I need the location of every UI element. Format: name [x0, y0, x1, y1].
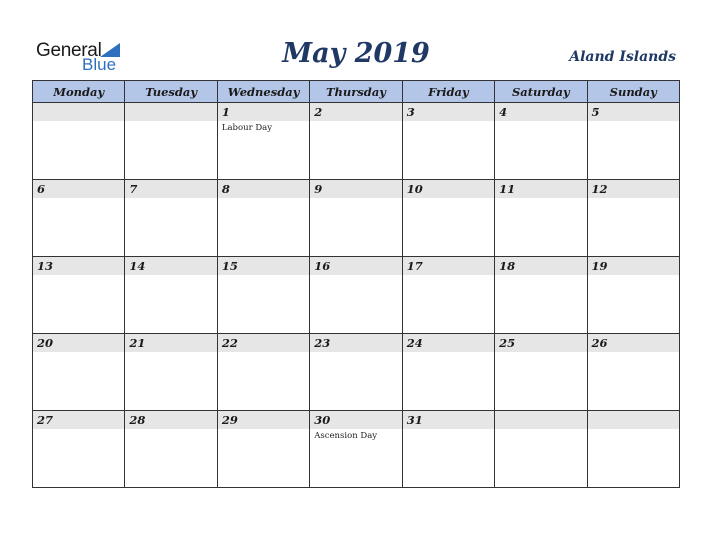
- day-band: [125, 180, 216, 198]
- day-band: [310, 103, 401, 121]
- day-band: [403, 411, 494, 429]
- day-band: [588, 180, 679, 198]
- week-row: [33, 180, 680, 257]
- day-cell: [217, 334, 309, 411]
- day-number: 2: [314, 105, 323, 119]
- day-cell: [402, 103, 494, 180]
- day-cell: [125, 103, 217, 180]
- day-band: [218, 103, 309, 121]
- day-band: [218, 180, 309, 198]
- weekday-header: Thursday: [310, 81, 402, 103]
- weekday-header: Wednesday: [217, 81, 309, 103]
- day-number: 22: [221, 336, 238, 350]
- day-band: [495, 103, 586, 121]
- day-band: [588, 334, 679, 352]
- day-cell: [402, 180, 494, 257]
- day-cell: [125, 334, 217, 411]
- day-band: [310, 411, 401, 429]
- day-cell: [33, 180, 125, 257]
- day-cell: [495, 334, 587, 411]
- day-cell: [310, 103, 402, 180]
- day-number: 11: [499, 182, 516, 196]
- day-number: 9: [314, 182, 323, 196]
- day-band: [33, 411, 124, 429]
- day-cell: [310, 257, 402, 334]
- day-number: 7: [129, 182, 138, 196]
- day-cell: [495, 411, 587, 488]
- day-cell: [125, 411, 217, 488]
- day-cell: [587, 103, 679, 180]
- day-number: 27: [37, 413, 54, 427]
- day-number: 16: [314, 259, 331, 273]
- day-number: 3: [406, 105, 415, 119]
- day-band: [588, 103, 679, 121]
- day-band: [403, 103, 494, 121]
- calendar-title: May 2019: [282, 38, 430, 69]
- day-cell: [33, 257, 125, 334]
- day-band: [125, 257, 216, 275]
- day-number: 10: [406, 182, 423, 196]
- day-cell: [587, 257, 679, 334]
- weekday-header: Saturday: [495, 81, 587, 103]
- day-cell: [217, 103, 309, 180]
- day-cell: [310, 334, 402, 411]
- day-cell: [33, 103, 125, 180]
- holiday-label: Labour Day: [221, 123, 273, 133]
- day-cell: [402, 411, 494, 488]
- day-number: 31: [406, 413, 423, 427]
- weekday-header: Tuesday: [125, 81, 217, 103]
- day-cell: [402, 257, 494, 334]
- day-cell: [125, 257, 217, 334]
- day-number: 19: [591, 259, 608, 273]
- day-band: [125, 103, 216, 121]
- holiday-label: Ascension Day: [314, 431, 378, 441]
- day-cell: [495, 103, 587, 180]
- day-number: 14: [129, 259, 146, 273]
- day-band: [495, 411, 586, 429]
- day-number: 30: [314, 413, 331, 427]
- day-cell: [310, 411, 402, 488]
- day-band: [310, 334, 401, 352]
- day-band: [33, 103, 124, 121]
- day-band: [310, 257, 401, 275]
- day-cell: [495, 257, 587, 334]
- day-number: 17: [406, 259, 423, 273]
- day-band: [218, 334, 309, 352]
- day-cell: [217, 257, 309, 334]
- day-number: 8: [221, 182, 230, 196]
- day-band: [495, 334, 586, 352]
- day-cell: [125, 180, 217, 257]
- day-band: [33, 257, 124, 275]
- day-band: [33, 334, 124, 352]
- day-number: 26: [591, 336, 608, 350]
- day-number: 13: [37, 259, 54, 273]
- day-band: [403, 257, 494, 275]
- weekday-header: Friday: [402, 81, 494, 103]
- day-cell: [587, 411, 679, 488]
- day-band: [588, 257, 679, 275]
- day-cell: [495, 180, 587, 257]
- day-number: 1: [221, 105, 230, 119]
- day-cell: [217, 180, 309, 257]
- country-name: Aland Islands: [569, 49, 676, 65]
- day-number: 12: [591, 182, 608, 196]
- logo-blue-text: Blue: [82, 55, 117, 74]
- day-number: 20: [37, 336, 54, 350]
- weekday-header: Monday: [33, 81, 125, 103]
- day-band: [33, 180, 124, 198]
- day-band: [125, 411, 216, 429]
- day-number: 23: [314, 336, 331, 350]
- day-band: [403, 180, 494, 198]
- day-number: 5: [591, 105, 600, 119]
- day-band: [218, 257, 309, 275]
- day-number: 25: [499, 336, 516, 350]
- day-band: [310, 180, 401, 198]
- day-cell: [587, 180, 679, 257]
- weekday-header: Sunday: [587, 81, 679, 103]
- day-cell: [310, 180, 402, 257]
- day-number: 15: [221, 259, 238, 273]
- weekday-header-row: [33, 81, 680, 103]
- week-row: [33, 334, 680, 411]
- day-number: 18: [499, 259, 516, 273]
- day-band: [588, 411, 679, 429]
- day-band: [403, 334, 494, 352]
- day-cell: [33, 334, 125, 411]
- day-band: [125, 334, 216, 352]
- day-number: 24: [406, 336, 423, 350]
- calendar-grid: [32, 80, 680, 488]
- week-row: [33, 257, 680, 334]
- day-number: 21: [129, 336, 146, 350]
- day-cell: [33, 411, 125, 488]
- day-cell: [217, 411, 309, 488]
- day-number: 6: [37, 182, 46, 196]
- day-band: [495, 180, 586, 198]
- day-number: 28: [129, 413, 146, 427]
- day-band: [218, 411, 309, 429]
- logo-general-text: General: [36, 40, 102, 61]
- day-number: 29: [221, 413, 238, 427]
- day-number: 4: [499, 105, 508, 119]
- day-cell: [402, 334, 494, 411]
- day-band: [495, 257, 586, 275]
- week-row: [33, 103, 680, 180]
- day-cell: [587, 334, 679, 411]
- week-row: [33, 411, 680, 488]
